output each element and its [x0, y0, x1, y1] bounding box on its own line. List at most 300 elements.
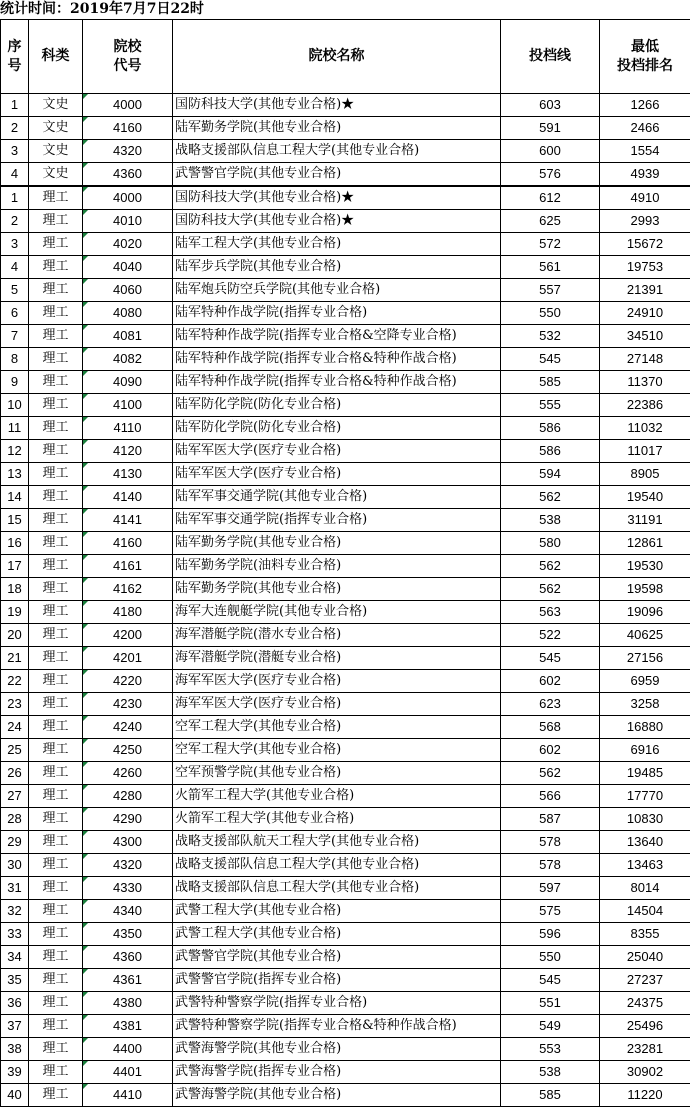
cell-seq: 25 [1, 739, 29, 762]
cell-school-name: 空军工程大学(其他专业合格) [173, 716, 501, 739]
cell-school-name: 陆军特种作战学院(指挥专业合格&特种作战合格) [173, 348, 501, 371]
cell-school-code: 4380 [83, 992, 173, 1015]
cell-school-code: 4020 [83, 233, 173, 256]
cell-school-name: 海军军医大学(医疗专业合格) [173, 670, 501, 693]
cell-school-name: 陆军防化学院(防化专业合格) [173, 394, 501, 417]
cell-min-rank: 11032 [600, 417, 690, 440]
cell-category: 理工 [29, 716, 83, 739]
cell-cutoff-score: 578 [501, 831, 600, 854]
cell-seq: 6 [1, 302, 29, 325]
cell-school-name: 武警警官学院(其他专业合格) [173, 946, 501, 969]
table-row [1, 877, 690, 900]
cell-seq: 9 [1, 371, 29, 394]
cell-school-name: 战略支援部队信息工程大学(其他专业合格) [173, 140, 501, 163]
cell-category: 理工 [29, 946, 83, 969]
cell-min-rank: 4910 [600, 186, 690, 210]
cell-cutoff-score: 545 [501, 348, 600, 371]
cell-seq: 17 [1, 555, 29, 578]
cell-school-code: 4081 [83, 325, 173, 348]
cell-school-name: 陆军勤务学院(其他专业合格) [173, 578, 501, 601]
cell-seq: 16 [1, 532, 29, 555]
cell-min-rank: 10830 [600, 808, 690, 831]
cell-category: 文史 [29, 94, 83, 117]
cell-school-code: 4401 [83, 1061, 173, 1084]
cell-min-rank: 6959 [600, 670, 690, 693]
table-row [1, 186, 690, 210]
table-row [1, 486, 690, 509]
cell-school-code: 4360 [83, 946, 173, 969]
cell-min-rank: 14504 [600, 900, 690, 923]
cell-school-name: 陆军军医大学(医疗专业合格) [173, 463, 501, 486]
cell-min-rank: 27148 [600, 348, 690, 371]
cell-seq: 38 [1, 1038, 29, 1061]
cell-seq: 23 [1, 693, 29, 716]
cell-school-name: 武警警官学院(指挥专业合格) [173, 969, 501, 992]
cell-min-rank: 19540 [600, 486, 690, 509]
cell-seq: 5 [1, 279, 29, 302]
cell-cutoff-score: 572 [501, 233, 600, 256]
table-body [1, 94, 690, 1107]
cell-cutoff-score: 585 [501, 371, 600, 394]
cell-seq: 26 [1, 762, 29, 785]
cell-seq: 39 [1, 1061, 29, 1084]
cell-category: 理工 [29, 532, 83, 555]
table-row [1, 923, 690, 946]
table-row [1, 762, 690, 785]
cell-seq: 4 [1, 256, 29, 279]
cell-category: 理工 [29, 186, 83, 210]
cell-min-rank: 2993 [600, 210, 690, 233]
table-row [1, 854, 690, 877]
cell-school-code: 4100 [83, 394, 173, 417]
cell-school-name: 战略支援部队航天工程大学(其他专业合格) [173, 831, 501, 854]
cell-cutoff-score: 602 [501, 739, 600, 762]
cell-category: 文史 [29, 163, 83, 187]
cell-min-rank: 1266 [600, 94, 690, 117]
table-row [1, 808, 690, 831]
table-row [1, 440, 690, 463]
cell-min-rank: 25040 [600, 946, 690, 969]
cell-school-name: 陆军军医大学(医疗专业合格) [173, 440, 501, 463]
cell-category: 理工 [29, 256, 83, 279]
cell-school-code: 4250 [83, 739, 173, 762]
cell-category: 理工 [29, 923, 83, 946]
table-row [1, 140, 690, 163]
cell-school-code: 4340 [83, 900, 173, 923]
table-row [1, 693, 690, 716]
cell-cutoff-score: 575 [501, 900, 600, 923]
cell-seq: 2 [1, 210, 29, 233]
table-row [1, 210, 690, 233]
cell-cutoff-score: 603 [501, 94, 600, 117]
cell-school-name: 海军军医大学(医疗专业合格) [173, 693, 501, 716]
table-row [1, 624, 690, 647]
table-row [1, 348, 690, 371]
cell-category: 理工 [29, 578, 83, 601]
table-row [1, 1015, 690, 1038]
cell-seq: 36 [1, 992, 29, 1015]
cell-min-rank: 24910 [600, 302, 690, 325]
cell-cutoff-score: 587 [501, 808, 600, 831]
cell-school-name: 海军大连舰艇学院(其他专业合格) [173, 601, 501, 624]
cell-cutoff-score: 578 [501, 854, 600, 877]
cell-school-code: 4381 [83, 1015, 173, 1038]
table-row [1, 94, 690, 117]
cell-school-code: 4140 [83, 486, 173, 509]
cell-seq: 35 [1, 969, 29, 992]
cell-cutoff-score: 538 [501, 1061, 600, 1084]
cell-school-name: 空军工程大学(其他专业合格) [173, 739, 501, 762]
cell-min-rank: 16880 [600, 716, 690, 739]
cell-category: 文史 [29, 117, 83, 140]
cell-school-code: 4090 [83, 371, 173, 394]
cell-category: 理工 [29, 394, 83, 417]
cell-category: 文史 [29, 140, 83, 163]
cell-min-rank: 4939 [600, 163, 690, 187]
cell-cutoff-score: 566 [501, 785, 600, 808]
cell-school-name: 陆军步兵学院(其他专业合格) [173, 256, 501, 279]
cell-seq: 22 [1, 670, 29, 693]
cell-min-rank: 13640 [600, 831, 690, 854]
cell-min-rank: 11370 [600, 371, 690, 394]
cell-seq: 7 [1, 325, 29, 348]
cell-school-name: 陆军特种作战学院(指挥专业合格&空降专业合格) [173, 325, 501, 348]
cell-seq: 34 [1, 946, 29, 969]
table-row [1, 739, 690, 762]
cell-school-code: 4400 [83, 1038, 173, 1061]
cell-seq: 37 [1, 1015, 29, 1038]
cell-cutoff-score: 602 [501, 670, 600, 693]
cell-school-code: 4082 [83, 348, 173, 371]
header-seq: 序号 [1, 20, 29, 94]
cell-school-name: 战略支援部队信息工程大学(其他专业合格) [173, 854, 501, 877]
cell-category: 理工 [29, 325, 83, 348]
table-row [1, 509, 690, 532]
cell-cutoff-score: 551 [501, 992, 600, 1015]
cell-school-name: 武警特种警察学院(指挥专业合格&特种作战合格) [173, 1015, 501, 1038]
cell-school-code: 4000 [83, 186, 173, 210]
cell-min-rank: 19753 [600, 256, 690, 279]
table-row [1, 256, 690, 279]
cell-min-rank: 27237 [600, 969, 690, 992]
cell-category: 理工 [29, 601, 83, 624]
cell-cutoff-score: 550 [501, 946, 600, 969]
cell-cutoff-score: 522 [501, 624, 600, 647]
cell-school-code: 4040 [83, 256, 173, 279]
cell-category: 理工 [29, 1038, 83, 1061]
cell-school-code: 4360 [83, 163, 173, 187]
cell-seq: 31 [1, 877, 29, 900]
cell-min-rank: 15672 [600, 233, 690, 256]
cell-school-code: 4260 [83, 762, 173, 785]
cell-school-name: 空军预警学院(其他专业合格) [173, 762, 501, 785]
cell-school-name: 武警海警学院(其他专业合格) [173, 1038, 501, 1061]
cell-category: 理工 [29, 808, 83, 831]
cell-seq: 24 [1, 716, 29, 739]
cell-category: 理工 [29, 739, 83, 762]
cell-cutoff-score: 594 [501, 463, 600, 486]
cell-seq: 8 [1, 348, 29, 371]
cell-school-name: 国防科技大学(其他专业合格)★ [173, 94, 501, 117]
table-row [1, 578, 690, 601]
cell-school-code: 4280 [83, 785, 173, 808]
cell-cutoff-score: 561 [501, 256, 600, 279]
cell-min-rank: 2466 [600, 117, 690, 140]
table-row [1, 117, 690, 140]
cell-school-name: 武警海警学院(其他专业合格) [173, 1084, 501, 1107]
cell-min-rank: 22386 [600, 394, 690, 417]
cell-school-code: 4290 [83, 808, 173, 831]
cell-school-code: 4120 [83, 440, 173, 463]
cell-category: 理工 [29, 302, 83, 325]
cell-school-code: 4160 [83, 117, 173, 140]
cell-category: 理工 [29, 785, 83, 808]
cell-category: 理工 [29, 969, 83, 992]
cell-school-code: 4200 [83, 624, 173, 647]
cell-school-name: 陆军防化学院(防化专业合格) [173, 417, 501, 440]
cell-school-name: 陆军特种作战学院(指挥专业合格&特种作战合格) [173, 371, 501, 394]
admission-score-table [0, 19, 690, 1107]
header-min-rank: 最低 投档排名 [600, 20, 690, 94]
cell-category: 理工 [29, 854, 83, 877]
cell-seq: 12 [1, 440, 29, 463]
cell-cutoff-score: 597 [501, 877, 600, 900]
cell-min-rank: 17770 [600, 785, 690, 808]
cell-min-rank: 6916 [600, 739, 690, 762]
cell-category: 理工 [29, 279, 83, 302]
cell-category: 理工 [29, 877, 83, 900]
cell-cutoff-score: 538 [501, 509, 600, 532]
cell-min-rank: 8905 [600, 463, 690, 486]
cell-school-code: 4161 [83, 555, 173, 578]
cell-school-name: 武警工程大学(其他专业合格) [173, 900, 501, 923]
cell-category: 理工 [29, 693, 83, 716]
cell-category: 理工 [29, 831, 83, 854]
cell-category: 理工 [29, 992, 83, 1015]
statistics-time-caption: 统计时间：2019年7月7日22时 [0, 1, 204, 17]
table-row [1, 601, 690, 624]
cell-school-name: 武警特种警察学院(指挥专业合格) [173, 992, 501, 1015]
cell-cutoff-score: 623 [501, 693, 600, 716]
table-header-row [1, 20, 690, 94]
cell-school-name: 海军潜艇学院(潜水专业合格) [173, 624, 501, 647]
cell-school-name: 陆军军事交通学院(其他专业合格) [173, 486, 501, 509]
cell-school-code: 4220 [83, 670, 173, 693]
cell-min-rank: 40625 [600, 624, 690, 647]
cell-seq: 29 [1, 831, 29, 854]
cell-school-code: 4162 [83, 578, 173, 601]
cell-cutoff-score: 568 [501, 716, 600, 739]
cell-school-code: 4060 [83, 279, 173, 302]
cell-min-rank: 23281 [600, 1038, 690, 1061]
cell-school-code: 4180 [83, 601, 173, 624]
cell-min-rank: 25496 [600, 1015, 690, 1038]
cell-min-rank: 13463 [600, 854, 690, 877]
table-row [1, 1061, 690, 1084]
cell-min-rank: 19530 [600, 555, 690, 578]
cell-seq: 1 [1, 186, 29, 210]
cell-school-code: 4080 [83, 302, 173, 325]
cell-seq: 19 [1, 601, 29, 624]
cell-school-name: 武警工程大学(其他专业合格) [173, 923, 501, 946]
cell-seq: 30 [1, 854, 29, 877]
cell-cutoff-score: 600 [501, 140, 600, 163]
cell-school-name: 海军潜艇学院(潜艇专业合格) [173, 647, 501, 670]
cell-cutoff-score: 596 [501, 923, 600, 946]
cell-school-name: 陆军勤务学院(其他专业合格) [173, 117, 501, 140]
cell-school-code: 4240 [83, 716, 173, 739]
cell-school-name: 陆军炮兵防空兵学院(其他专业合格) [173, 279, 501, 302]
cell-category: 理工 [29, 1061, 83, 1084]
cell-min-rank: 11220 [600, 1084, 690, 1107]
table-row [1, 555, 690, 578]
cell-category: 理工 [29, 463, 83, 486]
cell-min-rank: 19485 [600, 762, 690, 785]
cell-category: 理工 [29, 417, 83, 440]
cell-school-name: 战略支援部队信息工程大学(其他专业合格) [173, 877, 501, 900]
cell-school-code: 4230 [83, 693, 173, 716]
cell-min-rank: 12861 [600, 532, 690, 555]
cell-school-code: 4010 [83, 210, 173, 233]
cell-min-rank: 8355 [600, 923, 690, 946]
table-row [1, 371, 690, 394]
cell-min-rank: 3258 [600, 693, 690, 716]
cell-seq: 33 [1, 923, 29, 946]
cell-seq: 2 [1, 117, 29, 140]
cell-min-rank: 30902 [600, 1061, 690, 1084]
cell-category: 理工 [29, 233, 83, 256]
cell-cutoff-score: 586 [501, 417, 600, 440]
cell-school-code: 4320 [83, 140, 173, 163]
cell-seq: 3 [1, 233, 29, 256]
cell-category: 理工 [29, 647, 83, 670]
cell-cutoff-score: 532 [501, 325, 600, 348]
cell-seq: 3 [1, 140, 29, 163]
cell-seq: 28 [1, 808, 29, 831]
cell-seq: 1 [1, 94, 29, 117]
table-row [1, 900, 690, 923]
cell-min-rank: 19096 [600, 601, 690, 624]
cell-category: 理工 [29, 371, 83, 394]
table-row [1, 716, 690, 739]
cell-school-code: 4000 [83, 94, 173, 117]
cell-cutoff-score: 549 [501, 1015, 600, 1038]
cell-school-name: 火箭军工程大学(其他专业合格) [173, 808, 501, 831]
cell-school-code: 4141 [83, 509, 173, 532]
table-row [1, 831, 690, 854]
cell-seq: 10 [1, 394, 29, 417]
cell-category: 理工 [29, 555, 83, 578]
table-row [1, 325, 690, 348]
cell-school-name: 国防科技大学(其他专业合格)★ [173, 210, 501, 233]
cell-min-rank: 21391 [600, 279, 690, 302]
table-row [1, 1084, 690, 1107]
cell-min-rank: 24375 [600, 992, 690, 1015]
cell-category: 理工 [29, 624, 83, 647]
cell-school-code: 4361 [83, 969, 173, 992]
table-row [1, 163, 690, 187]
cell-cutoff-score: 562 [501, 555, 600, 578]
table-row [1, 394, 690, 417]
cell-cutoff-score: 591 [501, 117, 600, 140]
cell-seq: 32 [1, 900, 29, 923]
table-row [1, 279, 690, 302]
cell-seq: 40 [1, 1084, 29, 1107]
cell-category: 理工 [29, 486, 83, 509]
table-row [1, 302, 690, 325]
cell-school-name: 陆军军事交通学院(指挥专业合格) [173, 509, 501, 532]
cell-school-code: 4201 [83, 647, 173, 670]
cell-school-name: 陆军勤务学院(油料专业合格) [173, 555, 501, 578]
cell-seq: 11 [1, 417, 29, 440]
cell-school-code: 4350 [83, 923, 173, 946]
cell-cutoff-score: 625 [501, 210, 600, 233]
cell-cutoff-score: 555 [501, 394, 600, 417]
cell-seq: 14 [1, 486, 29, 509]
cell-cutoff-score: 550 [501, 302, 600, 325]
cell-category: 理工 [29, 900, 83, 923]
cell-min-rank: 34510 [600, 325, 690, 348]
cell-category: 理工 [29, 210, 83, 233]
cell-school-code: 4410 [83, 1084, 173, 1107]
cell-school-name: 武警警官学院(其他专业合格) [173, 163, 501, 187]
table-row [1, 233, 690, 256]
cell-cutoff-score: 586 [501, 440, 600, 463]
cell-cutoff-score: 612 [501, 186, 600, 210]
cell-cutoff-score: 576 [501, 163, 600, 187]
header-cutoff-score: 投档线 [501, 20, 600, 94]
cell-min-rank: 1554 [600, 140, 690, 163]
cell-school-name: 国防科技大学(其他专业合格)★ [173, 186, 501, 210]
cell-seq: 15 [1, 509, 29, 532]
cell-school-code: 4320 [83, 854, 173, 877]
cell-cutoff-score: 557 [501, 279, 600, 302]
cell-category: 理工 [29, 1084, 83, 1107]
cell-category: 理工 [29, 509, 83, 532]
cell-min-rank: 8014 [600, 877, 690, 900]
table-row [1, 946, 690, 969]
cell-seq: 18 [1, 578, 29, 601]
cell-school-code: 4300 [83, 831, 173, 854]
cell-seq: 4 [1, 163, 29, 187]
cell-school-name: 陆军特种作战学院(指挥专业合格) [173, 302, 501, 325]
cell-seq: 20 [1, 624, 29, 647]
cell-cutoff-score: 562 [501, 578, 600, 601]
cell-school-name: 火箭军工程大学(其他专业合格) [173, 785, 501, 808]
table-row [1, 417, 690, 440]
cell-cutoff-score: 545 [501, 969, 600, 992]
cell-seq: 21 [1, 647, 29, 670]
cell-category: 理工 [29, 762, 83, 785]
cell-min-rank: 19598 [600, 578, 690, 601]
cell-category: 理工 [29, 440, 83, 463]
cell-cutoff-score: 545 [501, 647, 600, 670]
header-school-name: 院校名称 [173, 20, 501, 94]
cell-school-code: 4330 [83, 877, 173, 900]
cell-category: 理工 [29, 670, 83, 693]
cell-cutoff-score: 585 [501, 1084, 600, 1107]
cell-school-name: 武警海警学院(指挥专业合格) [173, 1061, 501, 1084]
cell-school-code: 4110 [83, 417, 173, 440]
table-row [1, 969, 690, 992]
header-school-code: 院校 代号 [83, 20, 173, 94]
table-row [1, 992, 690, 1015]
cell-cutoff-score: 580 [501, 532, 600, 555]
table-row [1, 463, 690, 486]
cell-seq: 13 [1, 463, 29, 486]
table-row [1, 670, 690, 693]
cell-school-code: 4130 [83, 463, 173, 486]
